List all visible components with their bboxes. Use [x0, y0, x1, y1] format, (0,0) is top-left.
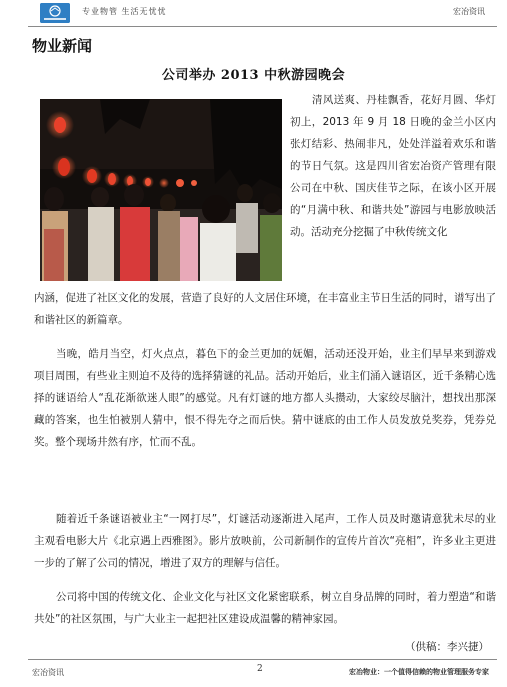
event-photo: [40, 99, 282, 281]
paragraph-3: 随着近千条谜语被业主“一网打尽”，灯谜活动逐渐进入尾声，工作人员及时邀请意犹未尽的业主观看电影大片《北京遇上西雅图》。影片放映前，公司新制作的宣传片首次“亮相”，许多业主更进一步的了解了公司的情况，增进了双方的理解与信任。: [34, 513, 496, 569]
paragraph-1-continued: 内涵，促进了社区文化的发展，营造了良好的人文居住环境，在丰富业主节日生活的同时，谱写出了和谐社区的新篇章。: [34, 292, 496, 326]
page-number: 2: [257, 664, 263, 674]
paragraph-2: 当晚，皓月当空，灯火点点，暮色下的金兰更加的妩媚，活动还没开始，业主们早早来到游戏项目周围，有些业主则迫不及待的选择猜谜的礼品。活动开始后，业主们涌入谜语区，近千条精心选择的谜语给人“乱花渐欲迷人眼”的感觉。凡有灯谜的地方都人头攒动，大家绞尽脑汁，想找出那深藏的答案，也生怕被别人猜中，恨不得先夺之而后快。猜中谜底的由工作人员发放兑奖券，凭券兑奖。整个现场井然有序，忙而不乱。: [34, 348, 496, 448]
logo-icon: [40, 3, 70, 23]
paragraph-4: 公司将中国的传统文化、企业文化与社区文化紧密联系，树立自身品牌的同时，着力塑造“和谐共处”的社区氛围，与广大业主一起把社区建设成温馨的精神家园。: [34, 591, 496, 625]
header-publication-name: 宏冶资讯: [453, 7, 485, 16]
contributor-credit: （供稿：李兴捷）: [405, 641, 489, 653]
page-header: [0, 0, 507, 26]
company-logo: [40, 3, 70, 23]
footer-publication-name: 宏冶资讯: [32, 668, 64, 677]
footer-divider: [28, 659, 497, 660]
header-tagline: 专业物管 生活无忧忧: [82, 7, 167, 16]
footer-slogan: 宏冶物业：一个值得信赖的物业管理服务专家: [349, 668, 489, 676]
article-title: 公司举办 2013 中秋游园晚会: [161, 68, 346, 83]
header-divider: [28, 26, 497, 27]
section-title: 物业新闻: [32, 37, 93, 55]
paragraph-1-top: 清风送爽、丹桂飘香，花好月圆、华灯初上，2013 年 9 月 18 日晚的金兰小区内张灯结彩、热闹非凡，处处洋溢着欢乐和谐的节日气氛。这是四川省宏冶资产管理有限公司在中秋、国庆佳节之际，在该小区开展的“月满中秋、和谐共处”游园与电影放映活动。活动充分挖掘了中秋传统文化: [290, 94, 496, 238]
